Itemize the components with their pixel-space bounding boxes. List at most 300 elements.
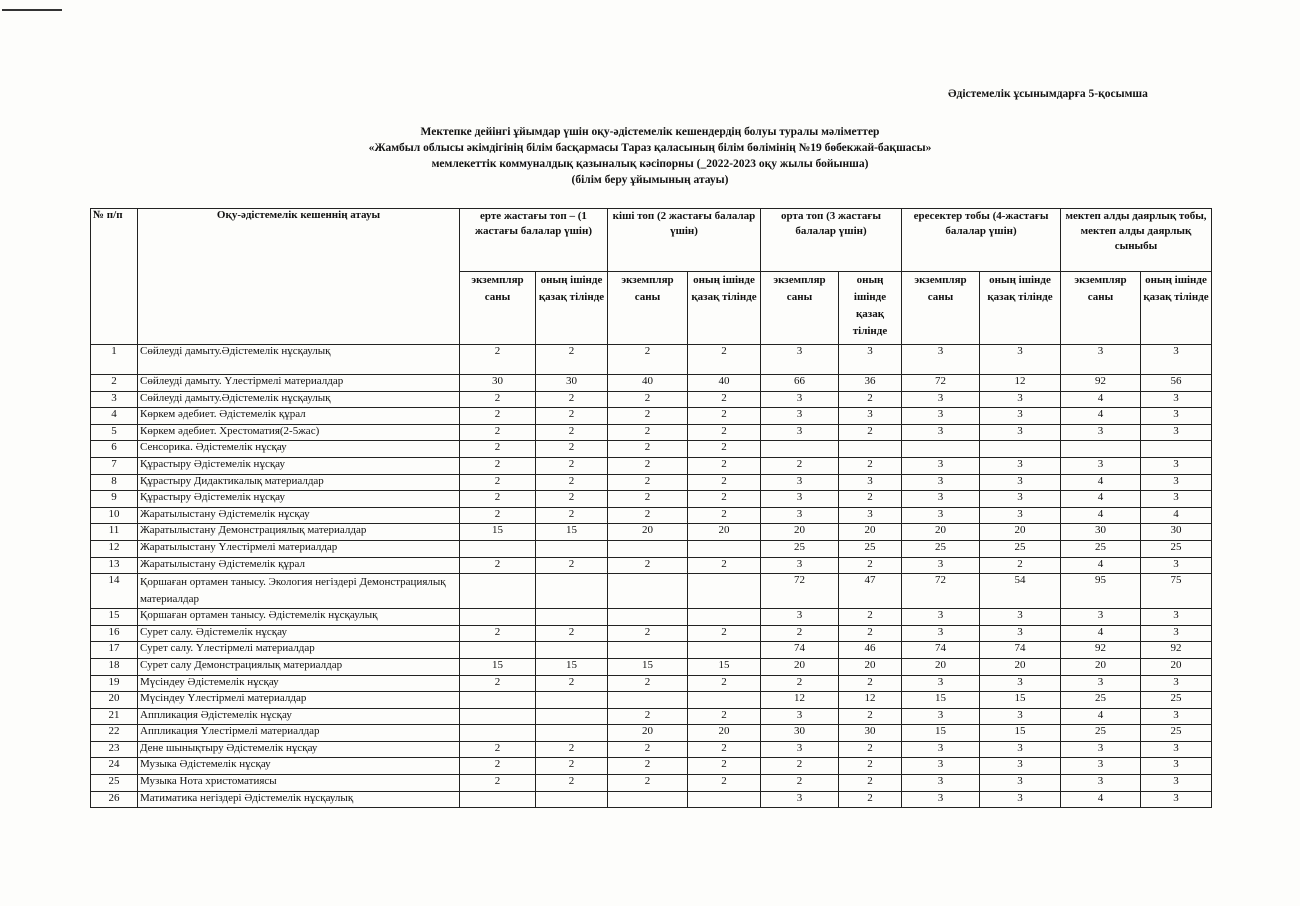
- row-number: 9: [91, 491, 138, 508]
- row-number: 14: [91, 574, 138, 609]
- table-row: [91, 708, 1212, 725]
- copies-cell: 3: [902, 609, 980, 626]
- header-name: Оқу-әдістемелік кешеннің атауы: [138, 209, 460, 345]
- copies-cell: 30: [460, 375, 536, 392]
- kazakh-copies-cell: 2: [536, 345, 608, 375]
- row-title: Аппликация Әдістемелік нұсқау: [138, 708, 460, 725]
- kazakh-copies-cell: 2: [839, 424, 902, 441]
- kazakh-copies-cell: 2: [839, 457, 902, 474]
- kazakh-copies-cell: 3: [839, 345, 902, 375]
- row-number: 7: [91, 457, 138, 474]
- row-number: 21: [91, 708, 138, 725]
- table-row: [91, 725, 1212, 742]
- kazakh-copies-cell: 3: [839, 507, 902, 524]
- subheader-copies: экземпляр саны: [902, 272, 980, 345]
- header-group-senior: ересектер тобы (4-жастағы балалар үшін): [902, 209, 1061, 272]
- kazakh-copies-cell: 3: [980, 491, 1061, 508]
- copies-cell: 3: [902, 474, 980, 491]
- row-number: 13: [91, 557, 138, 574]
- copies-cell: [608, 791, 688, 808]
- row-title: Музыка Әдістемелік нұсқау: [138, 758, 460, 775]
- table-row: [91, 391, 1212, 408]
- row-number: 20: [91, 692, 138, 709]
- kazakh-copies-cell: 2: [688, 507, 761, 524]
- copies-cell: 74: [902, 642, 980, 659]
- copies-cell: 2: [608, 775, 688, 792]
- table-row: [91, 424, 1212, 441]
- kazakh-copies-cell: 15: [980, 725, 1061, 742]
- copies-cell: 2: [460, 408, 536, 425]
- kazakh-copies-cell: [536, 692, 608, 709]
- row-title: Матиматика негіздері Әдістемелік нұсқаулық: [138, 791, 460, 808]
- copies-cell: 2: [460, 391, 536, 408]
- row-title: Құрастыру Әдістемелік нұсқау: [138, 491, 460, 508]
- copies-cell: 2: [608, 474, 688, 491]
- kazakh-copies-cell: 2: [839, 741, 902, 758]
- row-number: 4: [91, 408, 138, 425]
- row-number: 22: [91, 725, 138, 742]
- kazakh-copies-cell: [536, 708, 608, 725]
- copies-cell: 30: [761, 725, 839, 742]
- kazakh-copies-cell: 20: [688, 725, 761, 742]
- kazakh-copies-cell: 2: [839, 675, 902, 692]
- row-title: Мүсіндеу Үлестірмелі материалдар: [138, 692, 460, 709]
- kazakh-copies-cell: [839, 441, 902, 458]
- kazakh-copies-cell: 2: [536, 625, 608, 642]
- kazakh-copies-cell: [688, 540, 761, 557]
- kazakh-copies-cell: 2: [536, 391, 608, 408]
- copies-cell: 3: [1061, 345, 1141, 375]
- subheader-kazakh: оның ішінде қазақ тілінде: [980, 272, 1061, 345]
- document-heading: [200, 124, 1100, 188]
- kazakh-copies-cell: 30: [536, 375, 608, 392]
- copies-cell: 2: [608, 391, 688, 408]
- copies-cell: [1061, 441, 1141, 458]
- copies-cell: 3: [902, 391, 980, 408]
- copies-cell: 2: [608, 408, 688, 425]
- subheader-copies: экземпляр саны: [460, 272, 536, 345]
- copies-cell: 3: [1061, 675, 1141, 692]
- heading-line-3: мемлекеттік коммуналдық қазыналық кәсіпорны (_2022-2023 оқу жылы бойынша): [431, 158, 869, 170]
- copies-cell: 3: [902, 345, 980, 375]
- kazakh-copies-cell: 3: [980, 507, 1061, 524]
- kazakh-copies-cell: 54: [980, 574, 1061, 609]
- row-title: Қоршаған ортамен танысу. Экология негіздері Демонстрациялық материалдар: [138, 574, 460, 609]
- table-row: [91, 557, 1212, 574]
- copies-cell: 74: [761, 642, 839, 659]
- copies-cell: 3: [1061, 758, 1141, 775]
- heading-line-4: (білім беру ұйымының атауы): [571, 174, 729, 186]
- kazakh-copies-cell: [536, 791, 608, 808]
- table-row: [91, 441, 1212, 458]
- table-row: [91, 758, 1212, 775]
- copies-cell: 25: [902, 540, 980, 557]
- table-row: [91, 791, 1212, 808]
- kazakh-copies-cell: [1141, 441, 1212, 458]
- header-number: № п/п: [91, 209, 138, 345]
- copies-cell: 30: [1061, 524, 1141, 541]
- copies-cell: [460, 708, 536, 725]
- copies-cell: 3: [902, 491, 980, 508]
- copies-cell: 3: [761, 741, 839, 758]
- kazakh-copies-cell: 92: [1141, 642, 1212, 659]
- kazakh-copies-cell: 3: [1141, 708, 1212, 725]
- copies-cell: 25: [1061, 692, 1141, 709]
- kazakh-copies-cell: 3: [980, 424, 1061, 441]
- copies-cell: 4: [1061, 708, 1141, 725]
- kazakh-copies-cell: [536, 642, 608, 659]
- kazakh-copies-cell: 3: [1141, 457, 1212, 474]
- copies-cell: 3: [761, 507, 839, 524]
- kazakh-copies-cell: 2: [536, 441, 608, 458]
- copies-cell: 20: [608, 725, 688, 742]
- kazakh-copies-cell: [536, 609, 608, 626]
- copies-cell: 2: [608, 741, 688, 758]
- row-number: 10: [91, 507, 138, 524]
- copies-cell: 15: [460, 658, 536, 675]
- copies-cell: 3: [761, 424, 839, 441]
- copies-cell: 2: [460, 775, 536, 792]
- kazakh-copies-cell: 20: [839, 524, 902, 541]
- kazakh-copies-cell: 3: [1141, 775, 1212, 792]
- row-number: 1: [91, 345, 138, 375]
- kazakh-copies-cell: 20: [1141, 658, 1212, 675]
- header-group-preschool: мектеп алды даярлық тобы, мектеп алды даярлық сыныбы: [1061, 209, 1212, 272]
- copies-cell: 3: [902, 457, 980, 474]
- copies-cell: 20: [761, 658, 839, 675]
- copies-cell: [460, 609, 536, 626]
- copies-cell: 3: [761, 557, 839, 574]
- copies-cell: 2: [761, 625, 839, 642]
- copies-cell: [608, 692, 688, 709]
- kazakh-copies-cell: 3: [980, 609, 1061, 626]
- table-row: [91, 524, 1212, 541]
- row-title: Сурет салу Демонстрациялық материалдар: [138, 658, 460, 675]
- kazakh-copies-cell: 2: [688, 474, 761, 491]
- kazakh-copies-cell: 30: [1141, 524, 1212, 541]
- row-title: Көркем әдебиет. Хрестоматия(2-5жас): [138, 424, 460, 441]
- copies-cell: 4: [1061, 625, 1141, 642]
- row-title: Жаратылыстану Әдістемелік құрал: [138, 557, 460, 574]
- copies-cell: 95: [1061, 574, 1141, 609]
- row-title: Мүсіндеу Әдістемелік нұсқау: [138, 675, 460, 692]
- kazakh-copies-cell: 3: [1141, 741, 1212, 758]
- row-title: Сөйлеуді дамыту.Әдістемелік нұсқаулық: [138, 345, 460, 375]
- copies-cell: 4: [1061, 474, 1141, 491]
- copies-cell: 3: [1061, 457, 1141, 474]
- copies-cell: 3: [902, 675, 980, 692]
- kazakh-copies-cell: 3: [1141, 557, 1212, 574]
- copies-cell: 2: [608, 557, 688, 574]
- heading-line-1: Мектепке дейінгі ұйымдар үшін оқу-әдістемелік кешендердің болуы туралы мәліметтер: [420, 126, 880, 138]
- copies-cell: 4: [1061, 391, 1141, 408]
- kazakh-copies-cell: 20: [980, 524, 1061, 541]
- kazakh-copies-cell: [536, 725, 608, 742]
- table-row: [91, 457, 1212, 474]
- row-title: Құрастыру Әдістемелік нұсқау: [138, 457, 460, 474]
- table-row: [91, 408, 1212, 425]
- table-body: [91, 345, 1212, 808]
- copies-cell: 3: [761, 391, 839, 408]
- copies-cell: 3: [902, 775, 980, 792]
- copies-cell: 3: [761, 491, 839, 508]
- row-number: 3: [91, 391, 138, 408]
- copies-cell: 2: [608, 441, 688, 458]
- copies-cell: 4: [1061, 491, 1141, 508]
- subheader-kazakh: оның ішінде қазақ тілінде: [688, 272, 761, 345]
- row-number: 25: [91, 775, 138, 792]
- row-title: Сурет салу. Әдістемелік нұсқау: [138, 625, 460, 642]
- kazakh-copies-cell: 3: [980, 708, 1061, 725]
- kazakh-copies-cell: 75: [1141, 574, 1212, 609]
- copies-cell: 40: [608, 375, 688, 392]
- subheader-copies: экземпляр саны: [761, 272, 839, 345]
- kazakh-copies-cell: 2: [688, 441, 761, 458]
- kazakh-copies-cell: 3: [1141, 491, 1212, 508]
- row-title: Сөйлеуді дамыту. Үлестірмелі материалдар: [138, 375, 460, 392]
- kazakh-copies-cell: 2: [688, 491, 761, 508]
- copies-cell: 2: [460, 507, 536, 524]
- copies-cell: 3: [761, 474, 839, 491]
- copies-cell: [608, 642, 688, 659]
- kazakh-copies-cell: 3: [1141, 474, 1212, 491]
- scan-mark: [2, 9, 62, 11]
- row-number: 24: [91, 758, 138, 775]
- header-group-middle: орта топ (3 жастағы балалар үшін): [761, 209, 902, 272]
- copies-cell: 20: [902, 658, 980, 675]
- kazakh-copies-cell: 20: [839, 658, 902, 675]
- kazakh-copies-cell: [688, 574, 761, 609]
- kazakh-copies-cell: [536, 574, 608, 609]
- table-row: [91, 474, 1212, 491]
- table-row: [91, 540, 1212, 557]
- copies-cell: 20: [902, 524, 980, 541]
- kazakh-copies-cell: 46: [839, 642, 902, 659]
- copies-cell: [902, 441, 980, 458]
- copies-cell: 2: [761, 457, 839, 474]
- row-title: Қоршаған ортамен танысу. Әдістемелік нұсқаулық: [138, 609, 460, 626]
- kazakh-copies-cell: 2: [688, 391, 761, 408]
- copies-cell: 2: [608, 491, 688, 508]
- kazakh-copies-cell: 25: [839, 540, 902, 557]
- kazakh-copies-cell: 2: [688, 345, 761, 375]
- row-number: 11: [91, 524, 138, 541]
- copies-cell: 2: [460, 741, 536, 758]
- kazakh-copies-cell: 3: [1141, 625, 1212, 642]
- copies-cell: 15: [902, 692, 980, 709]
- kazakh-copies-cell: 2: [980, 557, 1061, 574]
- copies-cell: 25: [1061, 540, 1141, 557]
- kazakh-copies-cell: 2: [688, 775, 761, 792]
- row-number: 26: [91, 791, 138, 808]
- kazakh-copies-cell: 2: [839, 491, 902, 508]
- header-group-junior: кіші топ (2 жастағы балалар үшін): [608, 209, 761, 272]
- copies-cell: 4: [1061, 507, 1141, 524]
- row-title: Жаратылыстану Үлестірмелі материалдар: [138, 540, 460, 557]
- row-number: 16: [91, 625, 138, 642]
- kazakh-copies-cell: 2: [536, 457, 608, 474]
- copies-cell: 2: [608, 758, 688, 775]
- copies-cell: 3: [902, 625, 980, 642]
- row-number: 2: [91, 375, 138, 392]
- kazakh-copies-cell: 2: [688, 625, 761, 642]
- row-title: Сөйлеуді дамыту.Әдістемелік нұсқаулық: [138, 391, 460, 408]
- row-title: Музыка Нота христоматиясы: [138, 775, 460, 792]
- copies-cell: 2: [460, 491, 536, 508]
- copies-cell: [460, 540, 536, 557]
- copies-cell: 2: [608, 457, 688, 474]
- copies-cell: 2: [460, 441, 536, 458]
- copies-cell: 72: [761, 574, 839, 609]
- kazakh-copies-cell: 12: [980, 375, 1061, 392]
- kazakh-copies-cell: [980, 441, 1061, 458]
- row-title: Сурет салу. Үлестірмелі материалдар: [138, 642, 460, 659]
- table-row: [91, 507, 1212, 524]
- kazakh-copies-cell: 3: [839, 474, 902, 491]
- kazakh-copies-cell: 2: [688, 675, 761, 692]
- kazakh-copies-cell: 15: [536, 658, 608, 675]
- kazakh-copies-cell: 15: [980, 692, 1061, 709]
- subheader-copies: экземпляр саны: [1061, 272, 1141, 345]
- kazakh-copies-cell: 3: [980, 345, 1061, 375]
- copies-cell: 20: [608, 524, 688, 541]
- heading-line-2: «Жамбыл облысы әкімдігінің білім басқармасы Тараз қаласының білім бөлімінің №19 бөбекжай-бақшасы»: [368, 142, 932, 154]
- copies-cell: 12: [761, 692, 839, 709]
- copies-cell: [608, 609, 688, 626]
- copies-cell: 2: [608, 424, 688, 441]
- table-row: [91, 658, 1212, 675]
- header-group-early: ерте жастағы топ – (1 жастағы балалар үшін): [460, 209, 608, 272]
- kazakh-copies-cell: 3: [980, 675, 1061, 692]
- row-number: 12: [91, 540, 138, 557]
- kazakh-copies-cell: 2: [536, 557, 608, 574]
- row-number: 15: [91, 609, 138, 626]
- copies-cell: 2: [460, 557, 536, 574]
- copies-cell: 20: [761, 524, 839, 541]
- kazakh-copies-cell: [688, 642, 761, 659]
- copies-cell: 3: [902, 758, 980, 775]
- copies-cell: 3: [902, 741, 980, 758]
- kazakh-copies-cell: 3: [980, 474, 1061, 491]
- copies-cell: 15: [460, 524, 536, 541]
- materials-table: [90, 208, 1212, 808]
- copies-cell: 2: [608, 708, 688, 725]
- kazakh-copies-cell: 25: [980, 540, 1061, 557]
- copies-cell: 2: [460, 625, 536, 642]
- kazakh-copies-cell: 2: [536, 741, 608, 758]
- kazakh-copies-cell: 2: [839, 708, 902, 725]
- copies-cell: 3: [1061, 775, 1141, 792]
- kazakh-copies-cell: 2: [839, 609, 902, 626]
- copies-cell: [460, 725, 536, 742]
- copies-cell: 15: [902, 725, 980, 742]
- kazakh-copies-cell: 3: [1141, 791, 1212, 808]
- kazakh-copies-cell: 15: [536, 524, 608, 541]
- table-row: [91, 675, 1212, 692]
- kazakh-copies-cell: 3: [980, 391, 1061, 408]
- row-title: Аппликация Үлестірмелі материалдар: [138, 725, 460, 742]
- kazakh-copies-cell: 25: [1141, 725, 1212, 742]
- copies-cell: 72: [902, 375, 980, 392]
- row-title: Көркем әдебиет. Әдістемелік құрал: [138, 408, 460, 425]
- copies-cell: 3: [1061, 424, 1141, 441]
- row-number: 6: [91, 441, 138, 458]
- subheader-kazakh: оның ішінде қазақ тілінде: [1141, 272, 1212, 345]
- kazakh-copies-cell: 30: [839, 725, 902, 742]
- kazakh-copies-cell: 2: [536, 758, 608, 775]
- copies-cell: 2: [460, 675, 536, 692]
- copies-cell: 2: [608, 507, 688, 524]
- row-number: 8: [91, 474, 138, 491]
- copies-cell: 3: [902, 507, 980, 524]
- copies-cell: 2: [460, 457, 536, 474]
- copies-cell: 92: [1061, 375, 1141, 392]
- copies-cell: 15: [608, 658, 688, 675]
- subheader-kazakh: оның ішінде қазақ тілінде: [839, 272, 902, 345]
- copies-cell: 3: [902, 708, 980, 725]
- copies-cell: 2: [460, 758, 536, 775]
- kazakh-copies-cell: 3: [1141, 609, 1212, 626]
- copies-cell: 2: [761, 758, 839, 775]
- copies-cell: 3: [1061, 609, 1141, 626]
- kazakh-copies-cell: 2: [688, 408, 761, 425]
- table-row: [91, 692, 1212, 709]
- kazakh-copies-cell: 3: [980, 775, 1061, 792]
- kazakh-copies-cell: 15: [688, 658, 761, 675]
- copies-cell: 2: [608, 675, 688, 692]
- kazakh-copies-cell: 2: [536, 474, 608, 491]
- copies-cell: 2: [460, 424, 536, 441]
- kazakh-copies-cell: 2: [536, 775, 608, 792]
- copies-cell: [608, 574, 688, 609]
- table-row: [91, 375, 1212, 392]
- kazakh-copies-cell: 3: [1141, 424, 1212, 441]
- kazakh-copies-cell: 47: [839, 574, 902, 609]
- table-row: [91, 345, 1212, 375]
- table-row: [91, 491, 1212, 508]
- copies-cell: 25: [761, 540, 839, 557]
- kazakh-copies-cell: 20: [980, 658, 1061, 675]
- row-title: Құрастыру Дидактикалық материалдар: [138, 474, 460, 491]
- kazakh-copies-cell: [536, 540, 608, 557]
- table-row: [91, 574, 1212, 609]
- row-number: 5: [91, 424, 138, 441]
- copies-cell: 2: [608, 345, 688, 375]
- kazakh-copies-cell: 2: [839, 557, 902, 574]
- table-row: [91, 741, 1212, 758]
- table-row: [91, 775, 1212, 792]
- copies-cell: [460, 642, 536, 659]
- copies-cell: [608, 540, 688, 557]
- copies-cell: 25: [1061, 725, 1141, 742]
- kazakh-copies-cell: 2: [839, 391, 902, 408]
- row-number: 23: [91, 741, 138, 758]
- copies-cell: 3: [761, 345, 839, 375]
- kazakh-copies-cell: 3: [1141, 345, 1212, 375]
- kazakh-copies-cell: 3: [980, 758, 1061, 775]
- kazakh-copies-cell: 2: [839, 791, 902, 808]
- copies-cell: [460, 574, 536, 609]
- kazakh-copies-cell: 2: [536, 408, 608, 425]
- kazakh-copies-cell: 74: [980, 642, 1061, 659]
- kazakh-copies-cell: 25: [1141, 540, 1212, 557]
- subheader-kazakh: оның ішінде қазақ тілінде: [536, 272, 608, 345]
- kazakh-copies-cell: 2: [688, 758, 761, 775]
- kazakh-copies-cell: 25: [1141, 692, 1212, 709]
- copies-cell: 2: [761, 775, 839, 792]
- kazakh-copies-cell: 56: [1141, 375, 1212, 392]
- copies-cell: 72: [902, 574, 980, 609]
